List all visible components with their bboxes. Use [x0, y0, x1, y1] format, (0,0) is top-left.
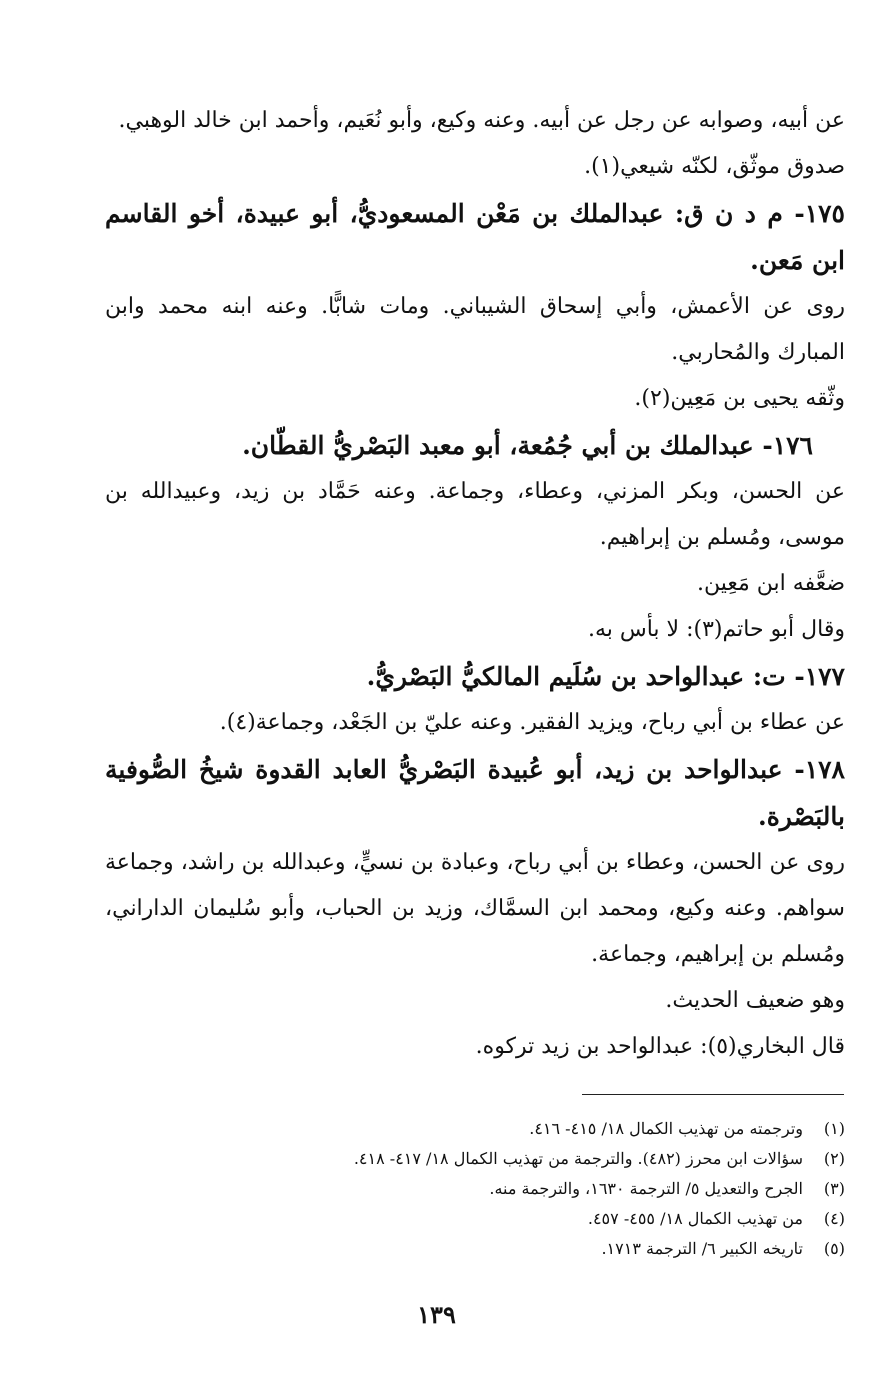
footnote — [85, 1204, 845, 1234]
footnote — [85, 1174, 845, 1204]
footnote-separator — [582, 1094, 844, 1095]
footnote-text: تاريخه الكبير ٦/ الترجمة ١٧١٣. — [601, 1239, 803, 1258]
entry-heading-175: ١٧٥- م د ن ق: عبدالملك بن مَعْن المسعوديُّ، أبو عبيدة، أخو القاسم ابن مَعن. — [105, 199, 845, 275]
footnote-number: (٣) — [823, 1179, 845, 1198]
paragraph: صدوق موثّق، لكنّه شيعي(١). — [584, 154, 845, 179]
footnote — [85, 1114, 845, 1144]
page-number: ١٣٩ — [417, 1300, 456, 1329]
paragraph: قال البخاري(٥): عبدالواحد بن زيد تركوه. — [475, 1034, 845, 1059]
footnote-text: من تهذيب الكمال ١٨/ ٤٥٥- ٤٥٧. — [587, 1209, 803, 1228]
paragraph: وهو ضعيف الحديث. — [665, 988, 845, 1013]
paragraph: روى عن الأعمش، وأبي إسحاق الشيباني. ومات شابًّا. وعنه ابنه محمد وابن المبارك والمُحاربي. — [105, 294, 845, 365]
footnotes — [85, 1114, 845, 1264]
footnote-text: وترجمته من تهذيب الكمال ١٨/ ٤١٥- ٤١٦. — [529, 1119, 803, 1138]
main-text — [105, 98, 845, 1070]
footnote-text: سؤالات ابن محرز (٤٨٢). والترجمة من تهذيب الكمال ١٨/ ٤١٧- ٤١٨. — [353, 1149, 803, 1168]
entry-heading-177: ١٧٧- ت: عبدالواحد بن سُلَيم المالكيُّ البَصْريُّ. — [366, 662, 845, 691]
footnote-text: الجرح والتعديل ٥/ الترجمة ١٦٣٠، والترجمة منه. — [489, 1179, 803, 1198]
footnote-number: (١) — [823, 1119, 845, 1138]
paragraph: عن عطاء بن أبي رباح، ويزيد الفقير. وعنه عليّ بن الجَعْد، وجماعة(٤). — [219, 710, 845, 735]
paragraph: روى عن الحسن، وعطاء بن أبي رباح، وعبادة بن نسيٍّ، وعبدالله بن راشد، وجماعة سواهم. وعنه وكيع، ومحمد ابن السمَّاك، وزيد بن الحباب، وأبو سُليمان الداراني، ومُسلم بن إبراهيم، وجماعة. — [105, 850, 845, 967]
paragraph: وثّقه يحيى بن مَعِين(٢). — [634, 386, 845, 411]
paragraph: عن الحسن، وبكر المزني، وعطاء، وجماعة. وعنه حَمَّاد بن زيد، وعبيدالله بن موسى، ومُسلم بن إبراهيم. — [105, 479, 845, 550]
paragraph: عن أبيه، وصوابه عن رجل عن أبيه. وعنه وكيع، وأبو نُعَيم، وأحمد ابن خالد الوهبي. — [118, 108, 845, 133]
footnote-number: (٥) — [823, 1239, 845, 1258]
entry-heading-176: ١٧٦- عبدالملك بن أبي جُمُعة، أبو معبد البَصْريُّ القطّان. — [242, 431, 813, 460]
paragraph: ضعَّفه ابن مَعِين. — [697, 571, 845, 596]
paragraph: وقال أبو حاتم(٣): لا بأس به. — [587, 617, 845, 642]
footnote-number: (٤) — [823, 1209, 845, 1228]
footnote-number: (٢) — [823, 1149, 845, 1168]
footnote — [85, 1144, 845, 1174]
footnote — [85, 1234, 845, 1264]
entry-heading-178: ١٧٨- عبدالواحد بن زيد، أبو عُبيدة البَصْريُّ العابد القدوة شيخُ الصُّوفية بالبَصْرة. — [105, 755, 845, 831]
